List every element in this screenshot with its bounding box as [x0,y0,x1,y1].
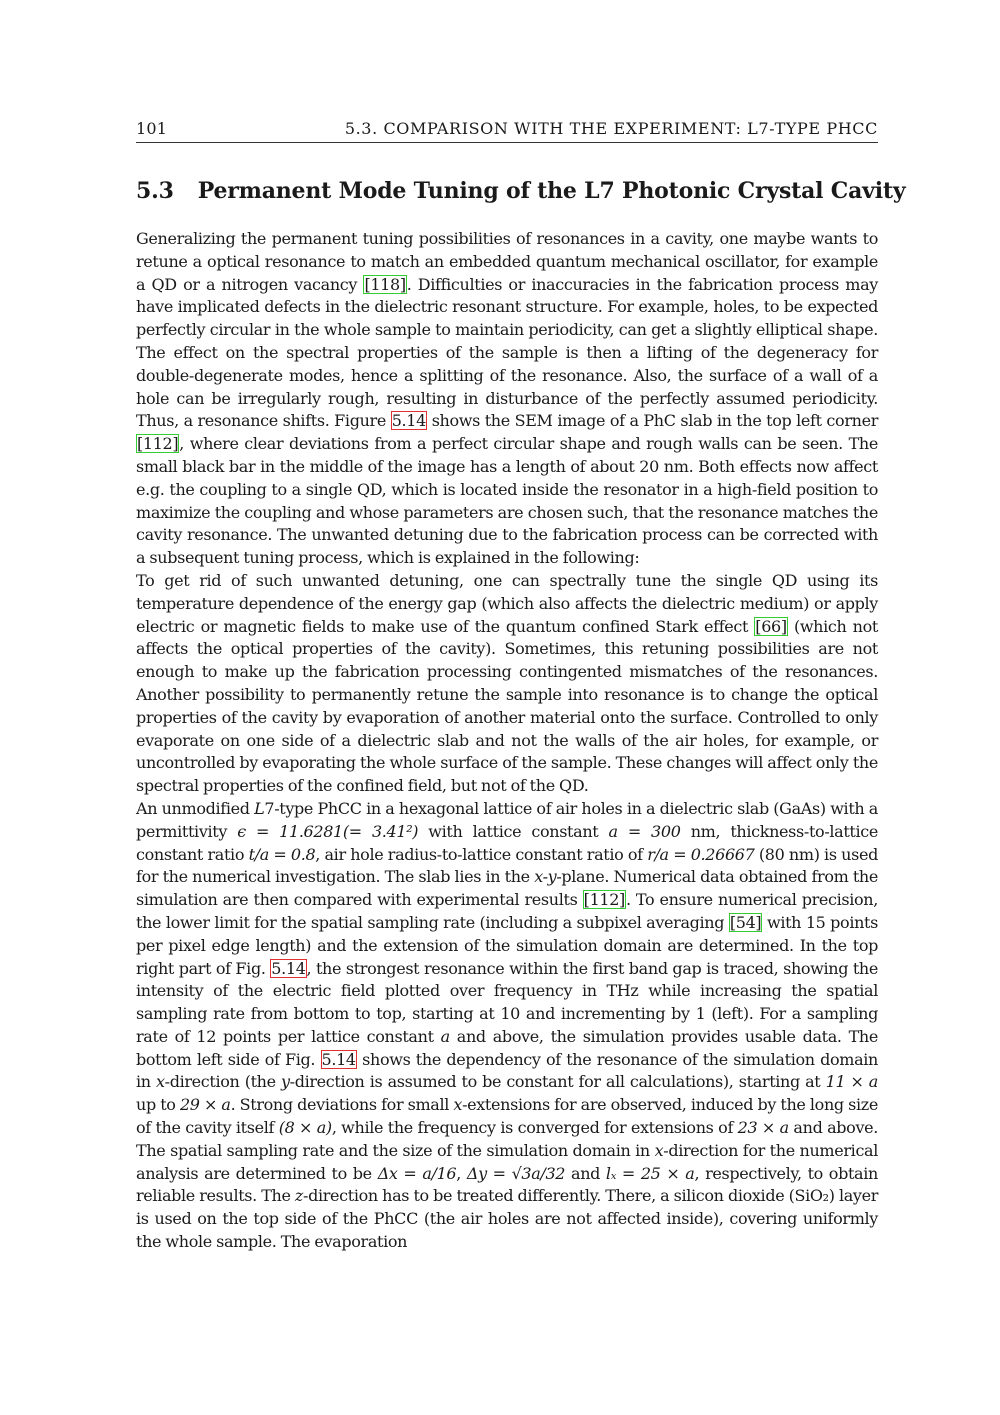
text-span: -plane. Numerical data obtained from the simulation are then compared with experimental results [136,867,878,910]
math-symbol: z [294,1186,304,1206]
paragraph-3 [136,798,878,1254]
section-number: 5.3 [136,178,174,204]
text-span: (80 nm) is used for the numerical investigation. The slab lies in the [136,844,878,887]
page-number: 101 [136,119,168,138]
text-span: nm, thickness-to-lattice constant ratio [136,821,878,864]
math-expression: Δy = √3a/32 [466,1163,566,1183]
text-span: -direction is assumed to be constant for all calculations), starting at [289,1072,826,1092]
text-span: shows the dependency of the resonance of the simulation domain in [136,1049,878,1092]
text-span: . Difficulties or inaccuracies in the fabrication process may have implicated defects in the dielectric resonant structure. For example, holes, to be expected perfectly circular in the whole sample to maintain periodicity, can get a slightly elliptical shape. The effect on the spectral properties of the sample is then a lifting of the degeneracy for double-degenerate modes, hence a splitting of the resonance. Also, the surface of a wall of a hole can be irregularly rough, resulting in disturbance of the perfectly assumed periodicity. Thus, a resonance shifts. Figure [136,274,878,431]
text-span: . To ensure numerical precision, the lower limit for the spatial sampling rate (including a subpixel averaging [136,890,878,932]
text-span: Generalizing the permanent tuning possibilities of resonances in a cavity, one maybe wants to retune a optical resonance to match an embedded quantum mechanical oscillator, for example a QD or a nitrogen vacancy [136,229,878,294]
text-span: with lattice constant [418,821,609,841]
text-span: , the strongest resonance within the first band gap is traced, showing the intensity of the electric field plotted over frequency in THz while increasing the spatial sampling rate from bottom to top, starting at 10 and incrementing by 1 (left). For a sampling rate of 12 points per lattice constant [136,958,878,1046]
text-span: and above, the simulation provides usable data. The bottom left side of Fig. [136,1026,878,1069]
text-span: with 15 points per pixel edge length) and the extension of the simulation domain are determined. In the top right part of Fig. [136,912,878,978]
math-symbol: x [654,1140,664,1160]
math-expression: t/a = 0.8 [248,844,316,864]
text-span: , [456,1163,467,1183]
paragraph-2 [136,570,878,798]
math-expression: ϵ = 11.6281(= 3.41²) [237,821,419,841]
text-span: -direction has to be treated differently. There, a silicon dioxide (SiO₂) layer is used on the top side of the PhCC (the air holes are not affected inside), covering uniformly the whole sample. The evaporation [136,1186,879,1252]
text-span: , while the frequency is converged for extensions of [331,1118,738,1138]
text-span: 7-type PhCC in a hexagonal lattice of air holes in a dielectric slab (GaAs) with a permittivity [136,798,878,841]
citation-link[interactable]: [118] [364,274,406,294]
math-symbol: x-y [534,867,557,887]
math-symbol: a [440,1026,450,1046]
running-header [136,118,878,143]
text-span: (which not affects the optical properties of the cavity). Sometimes, this retuning possibilities are not enough to make up the fabrication processing contingented mismatches of the resonances. Another possibility to permanently retune the sample into resonance is to change the optical properties of the cavity by evaporation of another material onto the surface. Controlled to only evaporate on one side of a dielectric slab and not the walls of the air holes, for example, or uncontrolled by evaporating the whole surface of the sample. These changes will affect only the spectral properties of the confined field, but not of the QD. [136,616,878,796]
text-span: -direction for the numerical analysis are determined to be [136,1140,879,1183]
text-span: -direction (the [164,1072,281,1092]
text-span: and [565,1163,606,1183]
citation-link[interactable]: [54] [729,912,762,932]
page [136,118,906,1254]
text-span: shows the SEM image of a PhC slab in the top left corner [426,411,878,431]
text-span: -extensions for are observed, induced by the long size of the cavity itself [136,1095,878,1138]
math-expression: lₓ = 25 × a [605,1163,695,1183]
paragraph-1 [136,228,878,570]
math-symbol: x [155,1072,165,1092]
math-symbol: x [453,1095,463,1115]
math-symbol: L [254,798,265,818]
text-span: An unmodified [136,798,255,818]
figure-link[interactable]: 5.14 [271,958,306,978]
math-expression: r/a = 0.26667 [647,844,755,864]
citation-link[interactable]: [112] [137,434,179,454]
math-expression: Δx = a/16 [377,1163,457,1183]
math-symbol: y [280,1072,290,1092]
math-expression: 11 × a [825,1072,878,1092]
text-span: , air hole radius-to-lattice constant ratio of [315,844,648,864]
text-span: To get rid of such unwanted detuning, one can spectrally tune the single QD using its temperature dependence of the energy gap (which also affects the dielectric medium) or apply electric or magnetic fields to make use of the quantum confined Stark effect [136,570,878,636]
citation-link[interactable]: [112] [583,890,625,910]
section-title: Permanent Mode Tuning of the L7 Photonic Crystal Cavity [197,178,906,204]
text-span: up to [136,1095,180,1115]
math-expression: a = 300 [608,821,681,841]
text-span: , where clear deviations from a perfect circular shape and rough walls can be seen. The small black bar in the middle of the image has a length of about 20 nm. Both effects now affect e.g. the coupling to a single QD, which is located inside the resonator in a high-field position to maximize the coupling and whose parameters are chosen such, that the resonance matches the cavity resonance. The unwanted detuning due to the fabrication process can be corrected with a subsequent tuning process, which is explained in the following: [136,434,878,568]
running-title: 5.3. COMPARISON WITH THE EXPERIMENT: L7-TYPE PHCC [344,119,878,138]
math-expression: 29 × a [179,1095,231,1115]
section-heading [136,176,906,206]
citation-link[interactable]: [66] [755,616,787,636]
figure-link[interactable]: 5.14 [391,411,426,431]
figure-link[interactable]: 5.14 [321,1049,356,1069]
math-expression: (8 × a) [278,1118,332,1138]
text-span: and above. The spatial sampling rate and the size of the simulation domain in [136,1118,878,1160]
text-span: , respectively, to obtain reliable results. The [136,1163,878,1206]
math-expression: 23 × a [737,1118,789,1138]
text-span: . Strong deviations for small [230,1095,454,1115]
